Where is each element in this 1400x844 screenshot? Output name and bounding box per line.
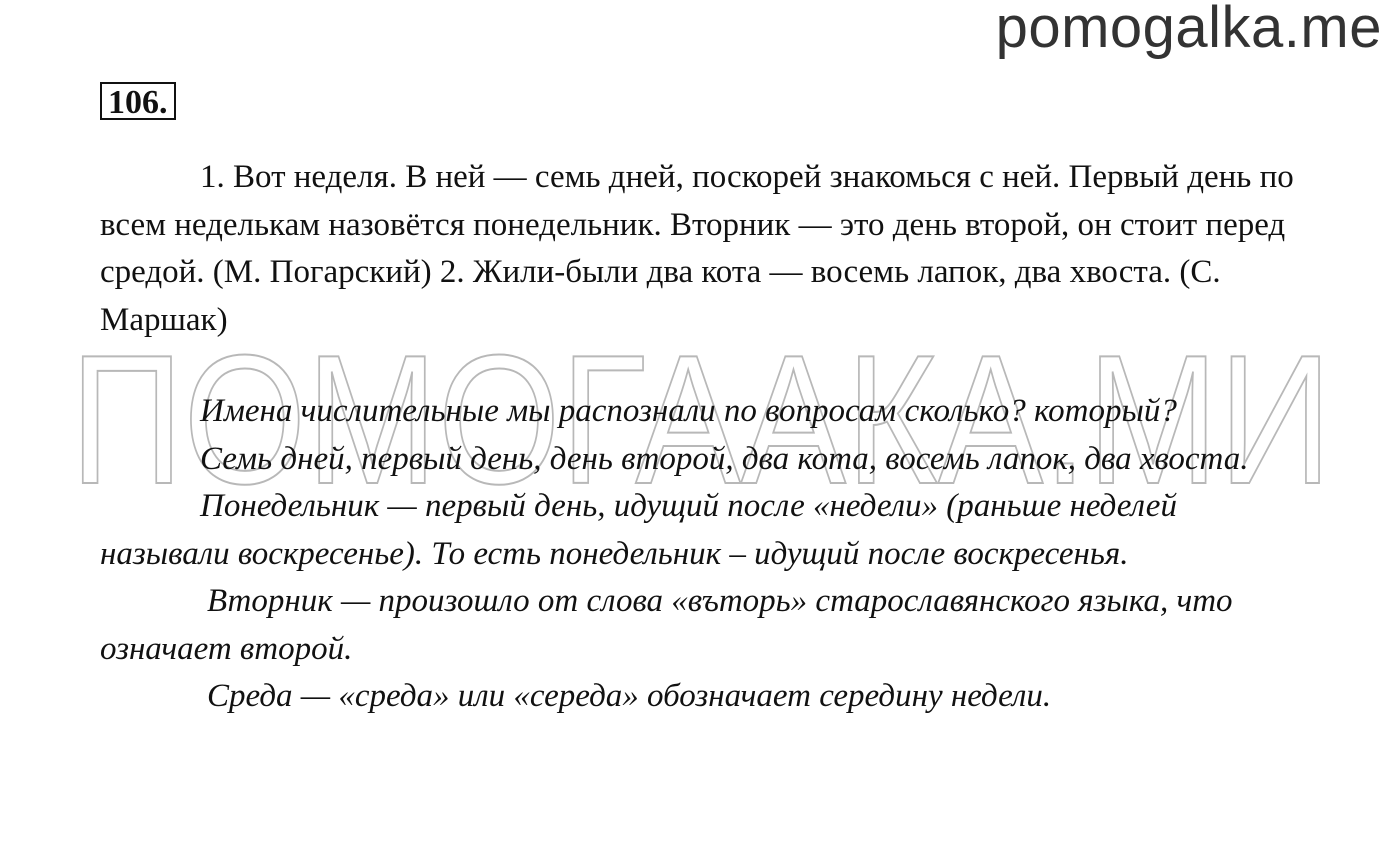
exercise-number: 106.	[100, 82, 176, 120]
task-text-block	[100, 154, 1300, 344]
answer-paragraph-5: Среда — «среда» или «середа» обозначает середину недели.	[207, 678, 1052, 714]
answer-paragraph-4: Вторник — произошло от слова «въторь» старославянского языка, что означает второй.	[100, 583, 1233, 667]
answer-paragraph-2: Семь дней, первый день, день второй, два кота, восемь лапок, два хвоста.	[200, 440, 1249, 477]
watermark-text: ПОМОГААКА.МИ	[70, 345, 1332, 495]
answer-paragraph-1: Имена числительные мы распознали по вопросам сколько? который?	[200, 393, 1177, 429]
site-logo-text: pomogalka.me	[995, 0, 1382, 60]
answer-block	[100, 388, 1300, 721]
answer-paragraph-3: Понедельник — первый день, идущий после «недели» (раньше неделей называли воскресенье). То есть понедельник – идущий после воскресенья.	[100, 488, 1177, 572]
task-text: 1. Вот неделя. В ней — семь дней, поскорей знакомься с ней. Первый день по всем неделькам назовётся понедельник. Вторник — это день второй, он стоит перед средой. (М. Погарский) 2. Жили-были два кота — восемь лапок, два хвоста. (С. Маршак)	[100, 159, 1294, 338]
